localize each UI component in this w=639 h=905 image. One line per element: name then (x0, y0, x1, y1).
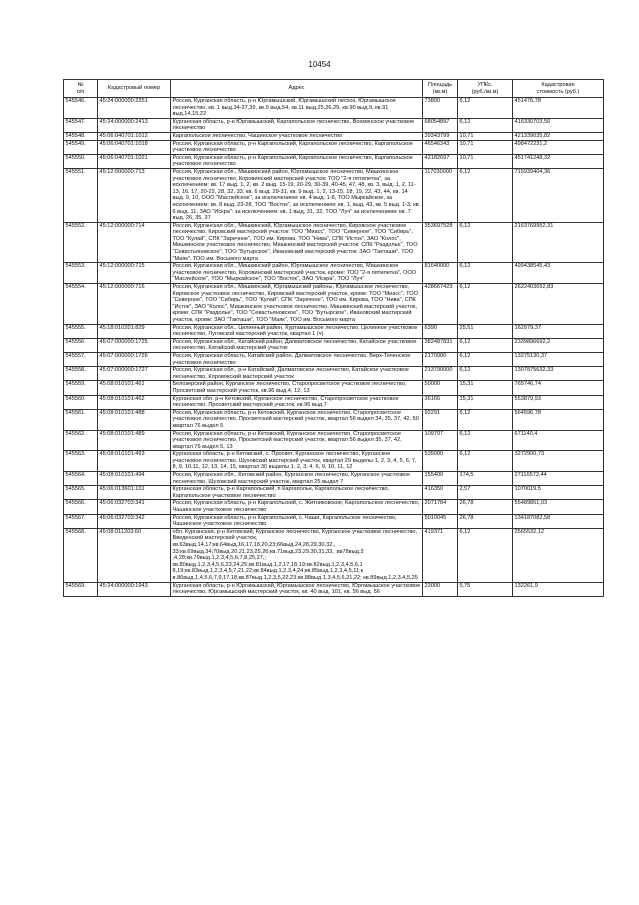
cell-area: 73800 (423, 98, 458, 119)
cell-upks: 174,5 (458, 472, 513, 486)
cell-num: 545549. (64, 140, 98, 154)
cell-num: 545565. (64, 486, 98, 500)
cell-area: 2170000 (423, 352, 458, 366)
table-row (64, 132, 604, 140)
cell-upks: 15,31 (458, 395, 513, 409)
cell-area: 117030000 (423, 168, 458, 222)
cell-cadastral-cost: 55489851,03 (513, 500, 604, 514)
table-row (64, 140, 604, 154)
table-row (64, 451, 604, 472)
table-row (64, 284, 604, 325)
cell-cadastral-number: 45:18:010201:829 (98, 324, 171, 338)
cell-area: 213790000 (423, 367, 458, 381)
cell-address: Россия, Курганская область, р-н Каргапольский, Каргапольское лесничество, Каргапольское участковое лесничество (171, 140, 423, 154)
cell-area: 81640000 (423, 263, 458, 284)
cell-upks: 6,12 (458, 352, 513, 366)
cell-cadastral-cost: 3272900,73 (513, 451, 604, 472)
cell-address: обл. Курганская, р-н Кетовский, Курганское лесничество, Курганское участковое лесничество, Введенский мастерский участок, кв.63выд.14,17;кв.64выд.16,17,18,20,23;66выд.24,28,29,30,32,, 33;кв.69выд.34;70выд.20,21,23,25,26;кв.71выд.23,29,30,31,33, ;кв78выд.3 ,4,28;кв.79выд.1,2,3,4,5,6,7,8,25,27,; кв.80выд.1,2,3,4,5,6,23,24,25;кв.81выд.1,2,17,18,19;кв.82выд.1,2,3,4,5,6,1 8,19;кв.83выд.1,2,3,4,5,7,21,22;кв.84выд.1,2,3,4,24;кв.85выд.1,2,3,4,5,11;к в.86выд.1,4,5,6,7,9,17,18;кв.87выд.1,2,3,5,22,23;кв.88выд.1,3,4,5,6,21,22; кв.89выд.1,2,3,4,5,25 (171, 528, 423, 582)
cell-address: Курганская область, р-н Юргамышский, Юргамышское лесничество, Юргамышское участковое лесничество, Юргамышский мастерский участок, кв. 40 выд. 101, кв. 56 выд. 56 (171, 582, 423, 596)
cell-cadastral-number: 45:12:000000:716 (98, 284, 171, 325)
cell-upks: 6,12 (458, 338, 513, 352)
cell-num: 545546. (64, 98, 98, 119)
cell-cadastral-cost: 2163769952,31 (513, 222, 604, 263)
cell-upks: 2,57 (458, 486, 513, 500)
cell-cadastral-cost: 162979,37 (513, 324, 604, 338)
cell-upks: 10,71 (458, 154, 513, 168)
cell-upks: 5,75 (458, 582, 513, 596)
cell-address: Россия, Курганская обл., Мишкинский, Юргамышское лесничество, Кировское участковое лесничество, Кировский мастерский участок: ТОО "Миасс", ТОО "Северное", ТОО "Сибирь", ТОО "Кулай", СПК "Заречное", ТОО им. Кирова, ТОО "Нива", СПК "Исток", ЗАО "Колос", Мишкинское участковое лесничество, Мишкинский мастерский участок: СПК "Раздолье", ТОО "Севастьяновское", ТОО "Бутырское", Ивановский мастерский участок: ЗАО "Такташи", ТОО "Маяк", ТОО им. Восьмого марта (171, 222, 423, 263)
cell-cadastral-cost: 2622403652,83 (513, 284, 604, 325)
cell-num: 545568. (64, 528, 98, 582)
cell-upks: 6,12 (458, 222, 513, 263)
table-row (64, 528, 604, 582)
header-cadastral-cost: Кадастровая стоимость (руб.) (513, 80, 604, 98)
cell-num: 545547. (64, 118, 98, 132)
cell-upks: 6,12 (458, 409, 513, 430)
table-row (64, 222, 604, 263)
cell-cadastral-cost: 671140,4 (513, 430, 604, 451)
cell-cadastral-number: 45:08:010101:462 (98, 395, 171, 409)
cell-area: 68054897 (423, 118, 458, 132)
cell-num: 545550. (64, 154, 98, 168)
cell-area: 42182697 (423, 154, 458, 168)
cell-cadastral-number: 45:08:011203:60 (98, 528, 171, 582)
cell-area: 382487831 (423, 338, 458, 352)
header-area: Площадь (кв.м) (423, 80, 458, 98)
cell-address: Россия, Курганская область, Катайский район, Далматовское лесничество, Верх-Теченское участковое лесничество (171, 352, 423, 366)
cadastral-table (63, 79, 604, 597)
cell-cadastral-cost: 132261,9 (513, 582, 604, 596)
cell-cadastral-number: 45:12:000000:713 (98, 168, 171, 222)
cell-cadastral-cost: 564596,78 (513, 409, 604, 430)
cell-address: Россия, Курганская обл., Катайский район, Далматовское лесничество, Катайское участковое лесничество, Катайский мастерский участок (171, 338, 423, 352)
cell-num: 545567. (64, 514, 98, 528)
table-row (64, 514, 604, 528)
cell-cadastral-cost: 13275130,37 (513, 352, 604, 366)
table-row (64, 430, 604, 451)
cell-cadastral-number: 45:07:000000:1725 (98, 338, 171, 352)
cell-area: 419371 (423, 528, 458, 582)
cell-cadastral-number: 45:06:013601:101 (98, 486, 171, 500)
cell-num: 545553. (64, 263, 98, 284)
cell-cadastral-cost: 765746,74 (513, 381, 604, 395)
cell-cadastral-number: 45:08:010101:494 (98, 472, 171, 486)
cell-cadastral-cost: 499438545,43 (513, 263, 604, 284)
table-row (64, 168, 604, 222)
cell-upks: 6,12 (458, 430, 513, 451)
cell-num: 545548. (64, 132, 98, 140)
cell-cadastral-number: 45:07:000000:1727 (98, 367, 171, 381)
cell-num: 545569. (64, 582, 98, 596)
cell-num: 545562. (64, 430, 98, 451)
header-upks: УПКс. (руб./кв.м) (458, 80, 513, 98)
cell-cadastral-number: 45:08:010101:488 (98, 409, 171, 430)
cell-address: Россия, Курганская обл., Кетовский район, Курганское лесничество, Курганское участковое лесничество, Шуховский мастерский участок, квартал 25 выдел 7 (171, 472, 423, 486)
cell-cadastral-number: 45:24:000000:1943 (98, 582, 171, 596)
cell-area: 2071784 (423, 500, 458, 514)
cell-cadastral-number: 45:12:000000:715 (98, 263, 171, 284)
cell-upks: 25,51 (458, 324, 513, 338)
cell-area: 39343799 (423, 132, 458, 140)
cell-address: Россия, Курганская область, р-н Каргапольский, с. Чаши, Каргапольское лесничество, Чашинское участковое лесничество (171, 514, 423, 528)
header-num: № п/п (64, 80, 98, 98)
cell-num: 545552. (64, 222, 98, 263)
cell-address: Россия, Курганская обл., р-н Катайский, Далматовское лесничество, Катайское участковое лесничество, Коровокский мастерский участок (171, 367, 423, 381)
page-number: 10454 (308, 60, 331, 69)
cell-cadastral-number: 45:07:000000:1726 (98, 352, 171, 366)
cell-cadastral-number: 45:24:000000:2413 (98, 118, 171, 132)
cell-num: 545559. (64, 381, 98, 395)
cell-upks: 6,12 (458, 263, 513, 284)
cell-address: Белозерский район, Курганское лесничество, Старопросветское участковое лесничество, Просветский мастерский участок, кв.96 выд.4, 12, 13 (171, 381, 423, 395)
cell-area: 428667423 (423, 284, 458, 325)
cell-cadastral-cost: 2565532,12 (513, 528, 604, 582)
cell-area: 5010045 (423, 514, 458, 528)
cell-num: 545551. (64, 168, 98, 222)
cell-address: Курганская область, р-н Кетовский, с. Просвет, Курганское лесничество, Курганское участковое лесничество, Шуховский мастерский участок, квартал 29 выделы 1, 2, 3, 4, 5, 6, 7, 8, 9, 10,11, 12, 13, 14, 15, квартал 30 выделы 1, 2, 3, 4, 6, 9, 10, 11, 12 (171, 451, 423, 472)
cell-num: 545554. (64, 284, 98, 325)
cell-num: 545557. (64, 352, 98, 366)
cell-area: 36166 (423, 395, 458, 409)
cell-upks: 6,12 (458, 367, 513, 381)
cell-cadastral-cost: 27116572,44 (513, 472, 604, 486)
cell-cadastral-number: 45:06:040701:1018 (98, 140, 171, 154)
table-row (64, 263, 604, 284)
cell-cadastral-cost: 416330703,56 (513, 118, 604, 132)
cell-address: Каргапольское лесничество, Чашинское участковое лесничество (171, 132, 423, 140)
cell-cadastral-number: 45:06:032703:341 (98, 500, 171, 514)
cell-upks: 10,71 (458, 132, 513, 140)
cell-area: 23000 (423, 582, 458, 596)
table-row (64, 486, 604, 500)
cell-cadastral-number: 45:06:040701:1012 (98, 132, 171, 140)
table-row (64, 409, 604, 430)
cell-num: 545556. (64, 338, 98, 352)
cell-area: 155400 (423, 472, 458, 486)
cell-address: Курганская обл, р-н Кетовский, Курганское лесничество, Старопросветское участковое лесничество, Просветский мастерский участок, кв.96 выд.7 (171, 395, 423, 409)
cell-cadastral-number: 45:08:010101:489 (98, 430, 171, 451)
cell-cadastral-number: 45:08:010101:493 (98, 451, 171, 472)
table-row (64, 500, 604, 514)
cell-upks: 10,71 (458, 140, 513, 154)
cell-upks: 26,78 (458, 514, 513, 528)
cell-cadastral-number: 45:12:000000:714 (98, 222, 171, 263)
cell-cadastral-cost: 498472231,2 (513, 140, 604, 154)
cell-area: 92291 (423, 409, 458, 430)
cell-area: 109707 (423, 430, 458, 451)
cell-cadastral-number: 45:24:000000:2351 (98, 98, 171, 119)
cell-address: Россия, Курганская обл., Мишкинский, Юргамышский районы, Юргамышское лесничество, Кировское участковое лесничество, Кировский мастерский участок, кроме: ТОО "Миасс", ТОО "Северное", ТОО "Сибирь", ТОО "Кулай", СПК "Заречное", ТОО им. Кирова, ТОО "Нива", СПК "Исток", ЗАО "Колос", Мишкинское участковое лесничество, Мишкинский мастерский участок, кроме: СПК "Раздолье", ТОО "Севастьяновское", ТОО "Бутырское", Ивановский мастерский участок, кроме: ЗАО "Такташи", ТОО "Маяк", ТОО им. Восьмого марта (171, 284, 423, 325)
cell-num: 545564. (64, 472, 98, 486)
cell-area: 416350 (423, 486, 458, 500)
cell-address: Россия, Курганская область, р-н Юргамышский, Юргамышский лесхоз, Юргамышское лесничество, кв. 1 выд.34-37,39, кв.9 выд.54, кв.11 выд.25,26,29, кв.90 выд.9, кв.91 выд.14,15,22 (171, 98, 423, 119)
cell-cadastral-number: 45:06:032703:342 (98, 514, 171, 528)
header-cadastral-number: Кадастровый номер (98, 80, 171, 98)
cell-cadastral-cost: 451741248,32 (513, 154, 604, 168)
cell-address: Курганская область, р-н Юргамышский, Каргапольское лесничество, Вохменское участковое лесничество (171, 118, 423, 132)
cell-area: 50000 (423, 381, 458, 395)
cell-cadastral-number: 45:06:040701:1021 (98, 154, 171, 168)
cell-num: 545561. (64, 409, 98, 430)
table-row (64, 324, 604, 338)
cell-upks: 6,12 (458, 168, 513, 222)
table-row (64, 472, 604, 486)
cell-cadastral-cost: 553879,93 (513, 395, 604, 409)
cell-cadastral-cost: 421339035,82 (513, 132, 604, 140)
cell-upks: 6,12 (458, 528, 513, 582)
cell-num: 545563. (64, 451, 98, 472)
cell-address: Россия, Курганская обл., Целинный район, Куртамышское лесничество, Целинное участковое лесничество, Луговской мастерский участок, квартал 1 (ч) (171, 324, 423, 338)
cell-num: 545566. (64, 500, 98, 514)
cell-address: Россия, Курганская обл., Мишкинский район, Юргамышское лесничество, Мишкинское участковое лесничество, Коровинский мастерский участок: ТОО "2-я пятилетка", за исключением: кв. 17 выд. 1, 2, кв. 2 выд. 15-19, 20-29, 30-39, 40-45, 47, 48, кв. 3, выд. 1, 2, 11-13, 16, 17, 20-22, 28, 32, 33, кв. 6 выд. 29-31, кв. 9 выд. 1, 2, 13-15, 18, 19, 22, 43, 44, кв. 14 выд. 9, 10, ООО "Маслейское", за исключением: кв. 4 выд. 1-8, ТОО Мыркайское, за исключением: кв. 8 выд. 23-28, ТОО "Восток", за исключением: кв. 1, выд. 43, кв. 5 выд. 1-3, кв. 6 выд. 11, ЗАО "Искра": за исключением: кв. 1 выд. 31, 32, ТОО "Луч" за исключением: кв. 7 выд. 26, 35, 37 (171, 168, 423, 222)
cell-upks: 6,12 (458, 118, 513, 132)
table-row (64, 118, 604, 132)
cell-area: 6390 (423, 324, 458, 338)
cell-cadastral-number: 45:08:010101:461 (98, 381, 171, 395)
cell-cadastral-cost: 451476,78 (513, 98, 604, 119)
cell-address: Курганская область, р-н Каргапольский, п Каргаполье, Каргапольское лесничество, Каргапольское участковое лесничество (171, 486, 423, 500)
table-row (64, 338, 604, 352)
table-row (64, 352, 604, 366)
cell-upks: 6,12 (458, 98, 513, 119)
table-row (64, 154, 604, 168)
cell-num: 545560. (64, 395, 98, 409)
cell-cadastral-cost: 1307875632,33 (513, 367, 604, 381)
table-header-row (64, 80, 604, 98)
table-row (64, 381, 604, 395)
cell-address: Россия, Курганская область, р-н Каргапольский, с. Житниковское, Каргапольское лесничество, Чашинское участковое лесничество (171, 500, 423, 514)
header-address: Адрес (171, 80, 423, 98)
cell-num: 545558. (64, 367, 98, 381)
table-row (64, 582, 604, 596)
cell-cadastral-cost: 715939404,36 (513, 168, 604, 222)
cell-upks: 6,12 (458, 284, 513, 325)
cell-num: 545555. (64, 324, 98, 338)
cell-upks: 6,12 (458, 451, 513, 472)
table-row (64, 98, 604, 119)
cell-cadastral-cost: 134187082,58 (513, 514, 604, 528)
cell-area: 353697528 (423, 222, 458, 263)
cell-cadastral-cost: 2339896692,2 (513, 338, 604, 352)
cell-address: Россия, Курганская область, р-н Кетовский, Курганское лесничество, Старопросветское участковое лесничество, Просветский мастерский участок, квартал 56 выдел 34, 35, 37, 42, 50 квартал 76 выдел 5 (171, 409, 423, 430)
cell-area: 535000 (423, 451, 458, 472)
cell-upks: 15,31 (458, 381, 513, 395)
table-row (64, 367, 604, 381)
cell-upks: 26,78 (458, 500, 513, 514)
cell-address: Россия, Курганская область, р-н Каргапольский, Каргапольское лесничество, Каргапольское участковое лесничество (171, 154, 423, 168)
table-row (64, 395, 604, 409)
cell-address: Россия, Курганская обл., Мишкинский район, Юргамышское лесничество, Мишкинское участковое лесничество, Коровинский мастерский участок, кроме: ТОО "2-я пятилетка", ООО "Маслейское", ТОО "Мыркайское", ТОО "Восток", ЗАО "Искра", ТОО "Луч" (171, 263, 423, 284)
cell-address: Россия, Курганская область, р-н Кетовский, Курганское лесничество, Старопросветское участковое лесничество, Просветский мастерский участок, квартал 56 выдел 35, 37, 42, квартал 76 выдел 5, 13 (171, 430, 423, 451)
cell-area: 46546343 (423, 140, 458, 154)
cell-cadastral-cost: 1070019,5 (513, 486, 604, 500)
